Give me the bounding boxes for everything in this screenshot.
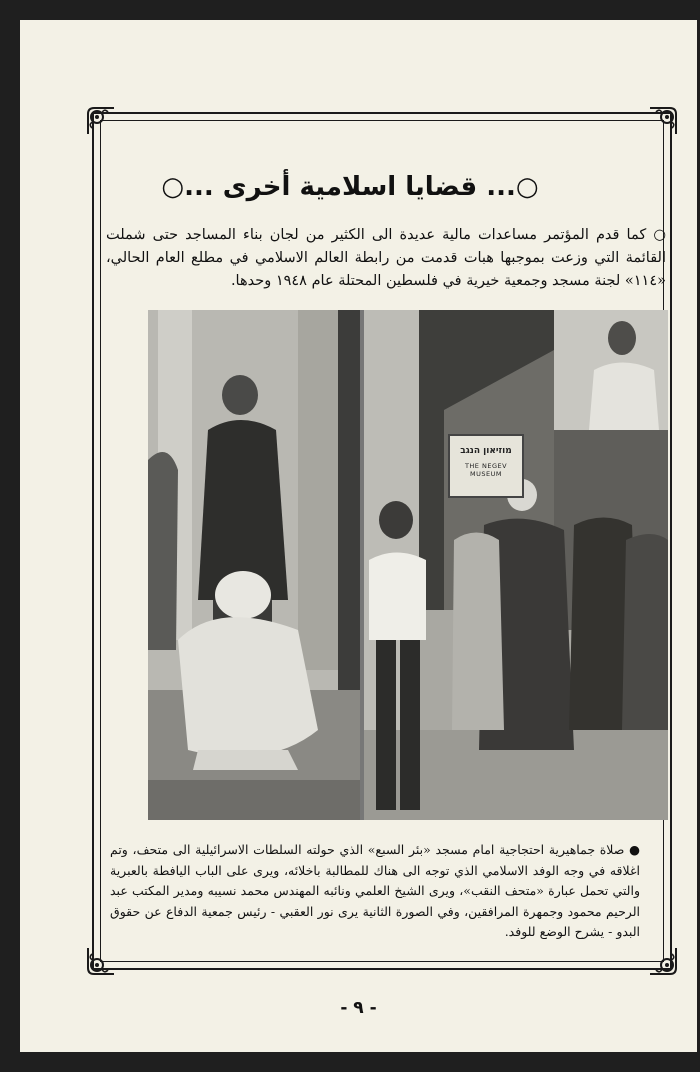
corner-ornament-icon <box>646 944 680 978</box>
page-heading: ○... قضايا اسلامية أخرى ...○ <box>161 172 539 202</box>
corner-ornament-icon <box>84 104 118 138</box>
corner-ornament-icon <box>646 104 680 138</box>
photo-prayer-image <box>148 310 360 820</box>
photo-block <box>148 310 668 820</box>
photo-delegation-image <box>364 310 668 820</box>
photo-prayer-scene <box>148 310 360 820</box>
corner-ornament-icon <box>84 944 118 978</box>
photo-delegation-scene <box>364 310 668 820</box>
photo-caption: ● صلاة جماهيرية احتجاجية امام مسجد «بئر السبع» الذي حولته السلطات الاسرائيلية الى متحف، وتم اغلاقه في وجه الوفد الاسلامي الذي توجه الى هناك للمطالبة باخلائه، ويرى على الباب اليافطة بالعبرية والتي تحمل عبارة «متحف النقب»، ويرى الشيخ العلمي ونائبه المهندس محمد نسيبه ومدير المكتب عبد الرحيم محمود وجمهرة المرافقين، وفي الصورة الثانية يرى نور العقبي - رئيس جمعية الدفاع عن حقوق البدو - يشرح الوضع للوفد. <box>110 842 640 939</box>
page-number: - ٩ - <box>340 998 377 1018</box>
museum-sign-english: THE NEGEV MUSEUM <box>464 462 508 478</box>
museum-sign-hebrew: מוזיאון הנגב <box>460 446 512 456</box>
museum-sign <box>448 434 524 498</box>
document-page <box>20 20 697 1052</box>
intro-paragraph: ○ كما قدم المؤتمر مساعدات مالية عديدة الى الكثير من لجان بناء المساجد حتى شملت القائمة التي وزعت بموجبها هبات قدمت من رابطة العالم الاسلامي في مطلع العام الحالي، «١١٤» لجنة مسجد وجمعية خيرية في فلسطين المحتلة عام ١٩٤٨ وحدها. <box>106 227 666 289</box>
